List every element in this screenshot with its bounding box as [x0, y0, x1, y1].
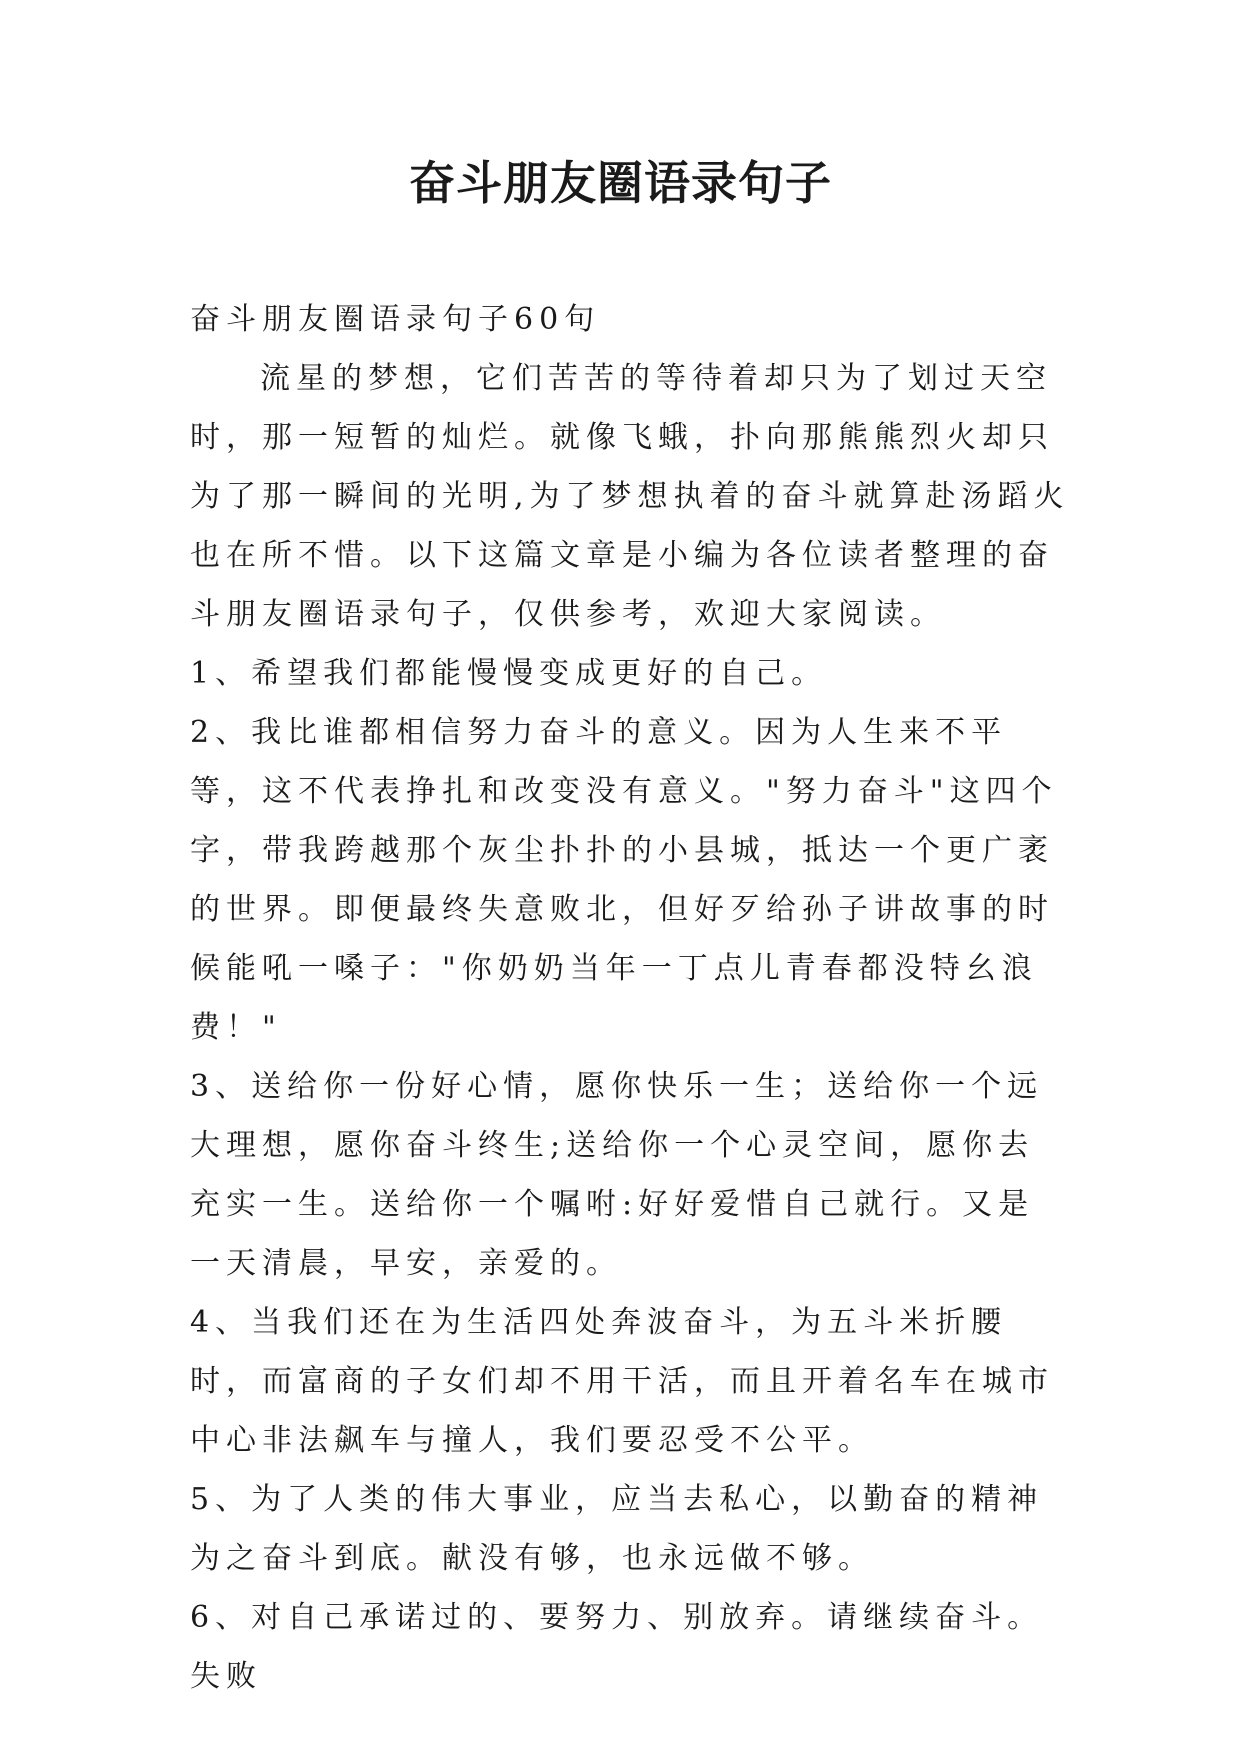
list-item: 3、送给你一份好心情，愿你快乐一生；送给你一个远大理想，愿你奋斗终生;送给你一个心灵空间，愿你去充实一生。送给你一个嘱咐:好好爱惜自己就行。又是一天清晨，早安，亲爱的。 — [190, 1069, 1044, 1281]
document-title: 奋斗朋友圈语录句子 — [409, 156, 832, 210]
list-item: 6、对自己承诺过的、要努力、别放弃。请继续奋斗。失败 — [190, 1600, 1044, 1694]
list-item: 2、我比谁都相信努力奋斗的意义。因为人生来不平等，这不代表挣扎和改变没有意义。"努力奋斗"这四个字，带我跨越那个灰尘扑扑的小县城，抵达一个更广袤的世界。即便最终失意败北，但好歹给孙子讲故事的时候能吼一嗓子："你奶奶当年一丁点儿青春都没特幺浪费！" — [190, 715, 1058, 1045]
document-body — [190, 290, 1070, 1706]
list-item: 1、希望我们都能慢慢变成更好的自己。 — [190, 656, 828, 691]
document-subtitle: 奋斗朋友圈语录句子60句 — [190, 302, 601, 337]
list-item: 5、为了人类的伟大事业，应当去私心，以勤奋的精神为之奋斗到底。献没有够，也永远做不够。 — [190, 1482, 1044, 1576]
list-item: 4、当我们还在为生活四处奔波奋斗，为五斗米折腰时，而富商的子女们却不用干活，而且开着名车在城市中心非法飙车与撞人，我们要忍受不公平。 — [190, 1305, 1054, 1458]
intro-paragraph: 流星的梦想，它们苦苦的等待着却只为了划过天空时，那一短暂的灿烂。就像飞蛾，扑向那熊熊烈火却只为了那一瞬间的光明,为了梦想执着的奋斗就算赴汤蹈火也在所不惜。以下这篇文章是小编为各位读者整理的奋斗朋友圈语录句子，仅供参考，欢迎大家阅读。 — [190, 361, 1070, 632]
